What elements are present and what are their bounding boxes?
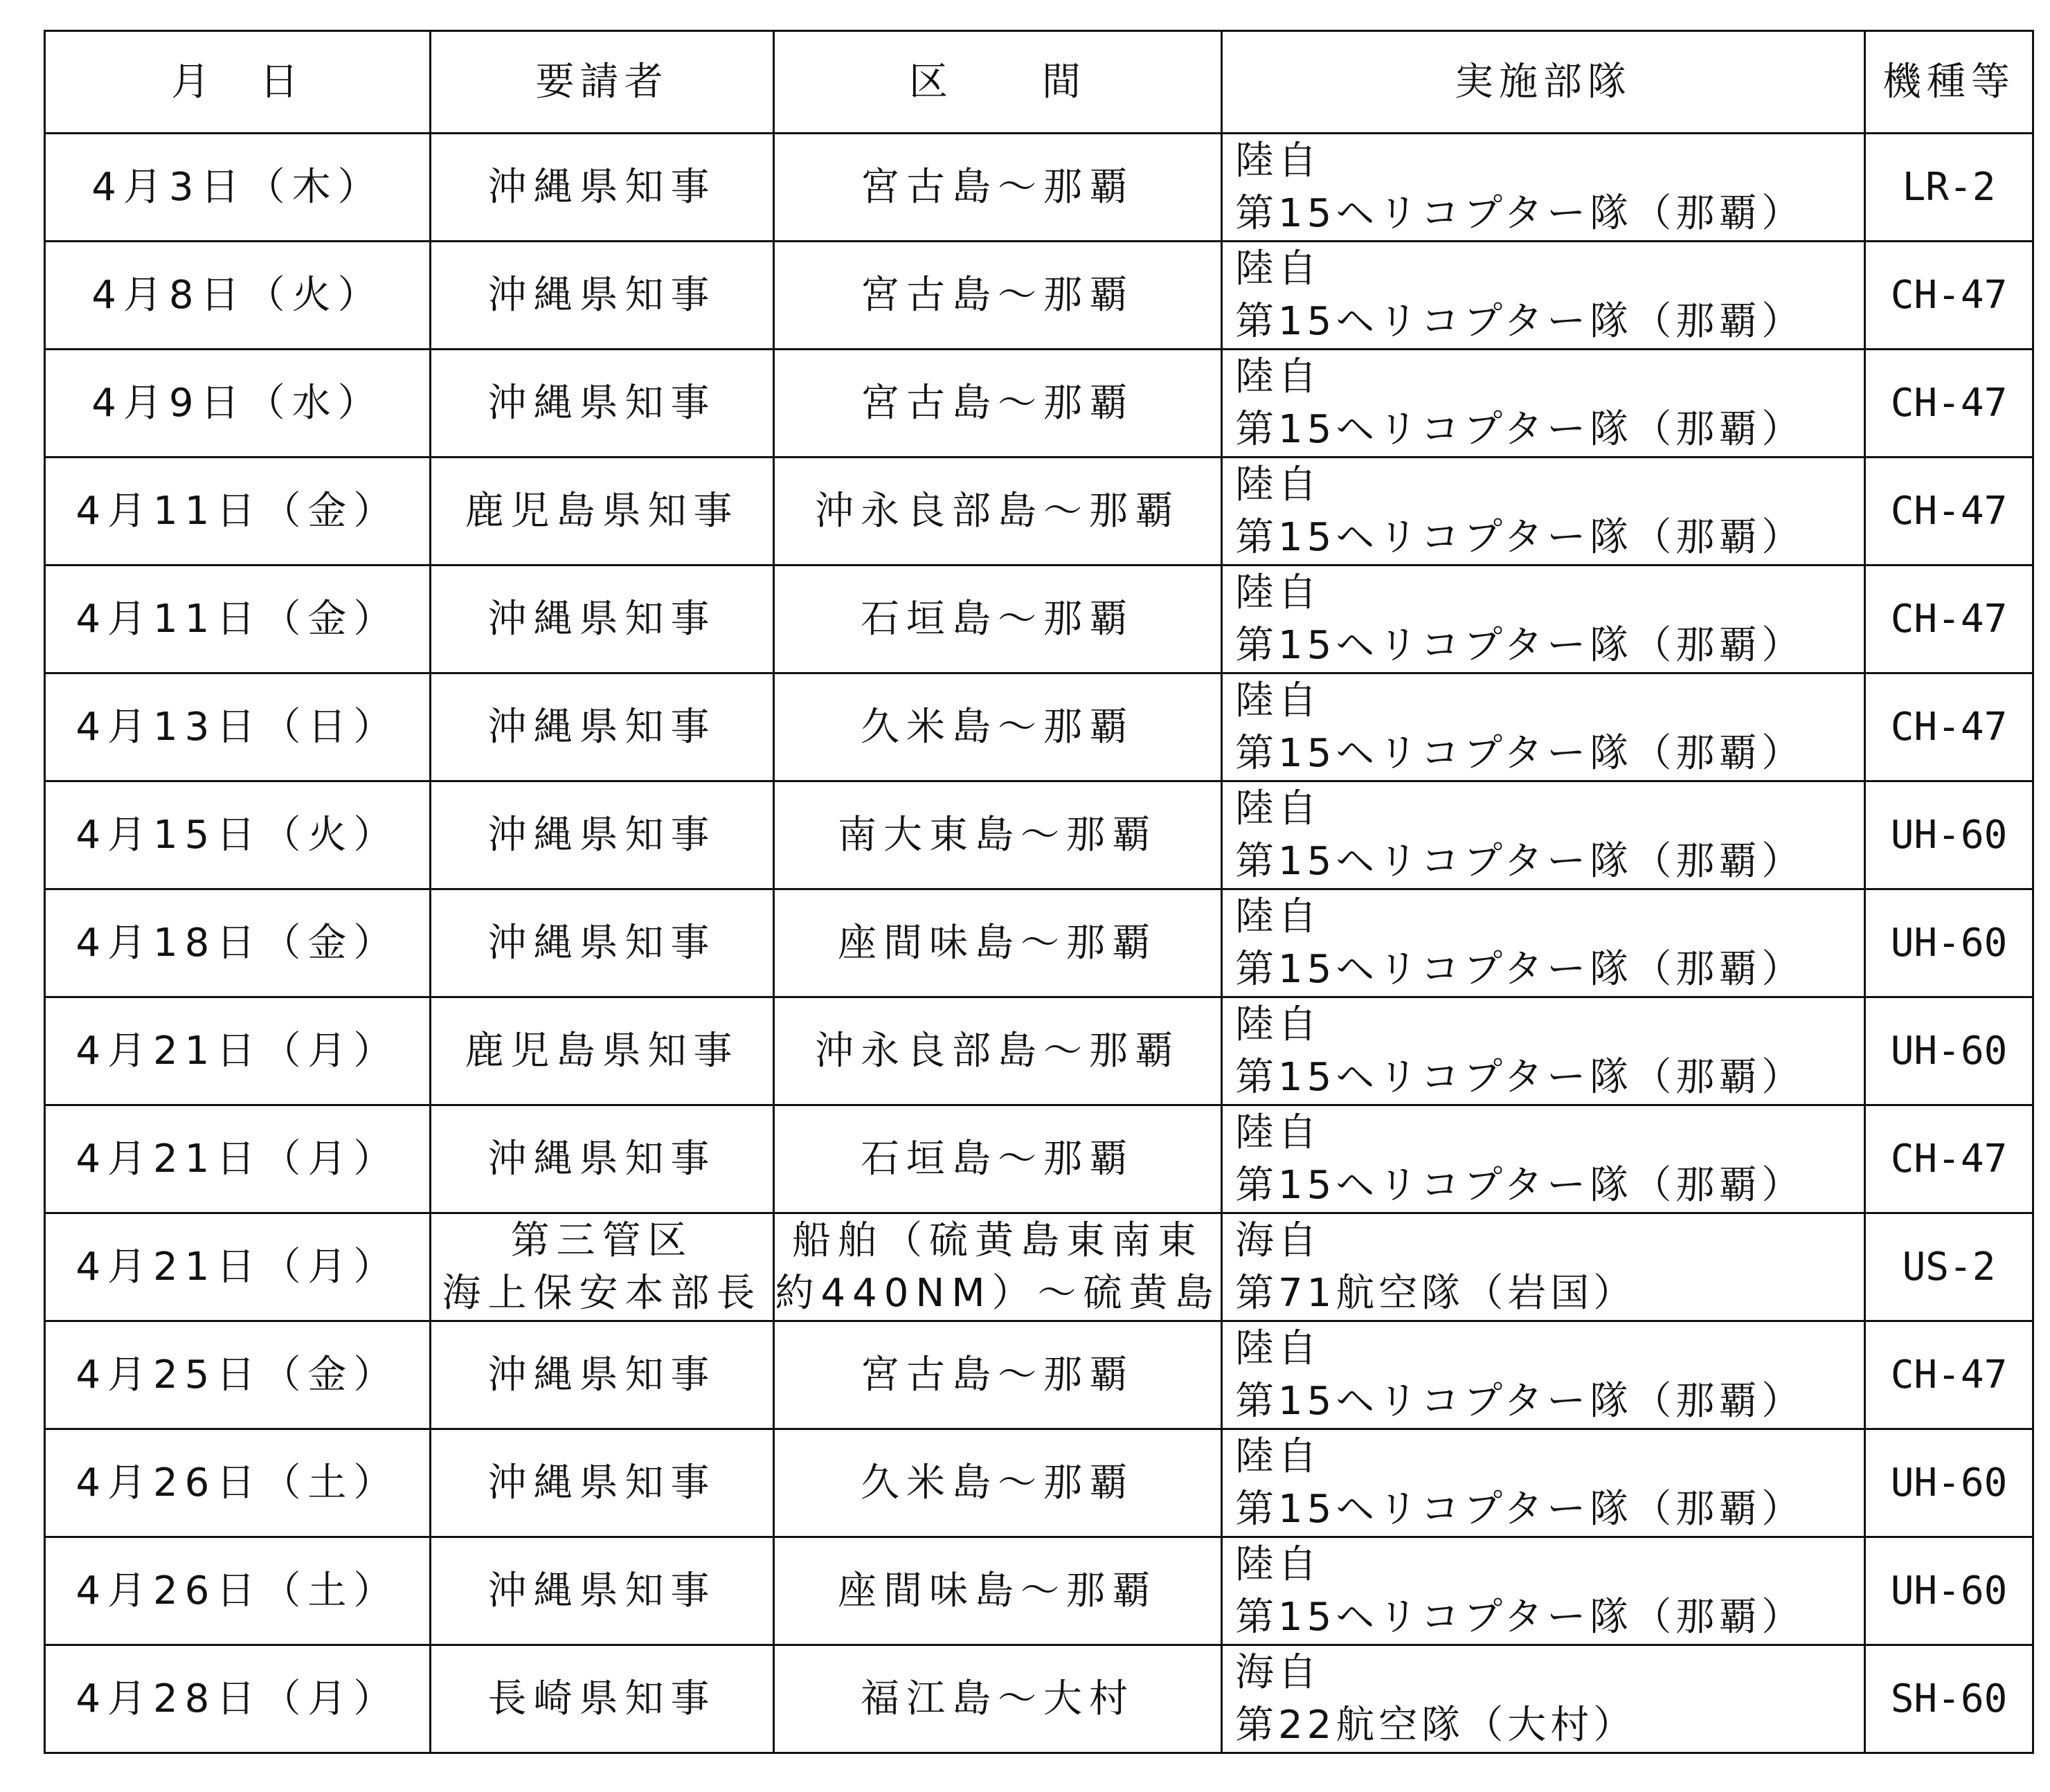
unit-name: 第22航空隊（大村） [1235,1702,1637,1748]
cell-date: 4月15日（火） [45,781,431,889]
cell-section [774,350,1222,458]
section-line: 南大東島～那覇 [838,812,1158,858]
cell-aircraft: UH-60 [1865,1537,2033,1645]
unit-branch: 陸自 [1235,1433,1321,1479]
unit-branch: 陸自 [1235,894,1321,939]
cell-requester [431,242,774,350]
cell-unit [1222,1537,1865,1645]
unit-branch: 陸自 [1235,678,1321,723]
unit-name: 第71航空隊（岩国） [1235,1270,1637,1316]
cell-section [774,1429,1222,1537]
section-line: 座間味島～那覇 [838,920,1158,966]
table-row [45,134,2033,242]
unit-branch: 海自 [1235,1649,1321,1695]
cell-date: 4月21日（月） [45,1105,431,1213]
table-row [45,1213,2033,1321]
cell-aircraft: CH-47 [1865,350,2033,458]
cell-aircraft: CH-47 [1865,458,2033,565]
requester-line: 沖縄県知事 [487,704,717,750]
table-row [45,1537,2033,1645]
table-row [45,565,2033,673]
section-line: 船舶（硫黄島東南東 [792,1218,1203,1263]
cell-unit [1222,134,1865,242]
cell-aircraft: CH-47 [1865,1321,2033,1429]
section-line: 久米島～那覇 [861,1460,1135,1505]
cell-unit [1222,242,1865,350]
table-row [45,781,2033,889]
section-line: 久米島～那覇 [861,704,1135,750]
table-row [45,997,2033,1105]
cell-aircraft: UH-60 [1865,1429,2033,1537]
cell-aircraft: CH-47 [1865,242,2033,350]
cell-unit [1222,1645,1865,1753]
cell-date: 4月11日（金） [45,565,431,673]
cell-requester [431,134,774,242]
unit-branch: 陸自 [1235,354,1321,399]
table-row [45,1645,2033,1753]
cell-requester [431,1321,774,1429]
cell-unit [1222,1429,1865,1537]
unit-branch: 陸自 [1235,462,1321,507]
cell-requester [431,781,774,889]
table-row [45,1321,2033,1429]
requester-line: 沖縄県知事 [487,920,717,966]
section-line: 福江島～大村 [861,1676,1135,1721]
cell-date: 4月28日（月） [45,1645,431,1753]
requester-line: 鹿児島県知事 [465,1028,739,1074]
section-line: 座間味島～那覇 [838,1568,1158,1613]
section-line: 約440NM）～硫黄島 [775,1270,1221,1316]
table-row [45,889,2033,997]
cell-requester [431,1429,774,1537]
unit-name: 第15ヘリコプター隊（那覇） [1235,946,1805,992]
unit-branch: 陸自 [1235,246,1321,291]
cell-section [774,565,1222,673]
cell-requester [431,673,774,781]
cell-section [774,781,1222,889]
table-header-row [45,31,2033,134]
requester-line: 沖縄県知事 [487,380,717,426]
section-line: 宮古島～那覇 [861,1352,1135,1397]
cell-date: 4月25日（金） [45,1321,431,1429]
cell-requester [431,1213,774,1321]
requester-line: 長崎県知事 [487,1676,717,1721]
section-line: 宮古島～那覇 [861,164,1135,210]
section-line: 沖永良部島～那覇 [815,1028,1180,1074]
cell-section [774,1213,1222,1321]
cell-requester [431,565,774,673]
unit-branch: 陸自 [1235,1325,1321,1371]
requester-line: 沖縄県知事 [487,164,717,210]
unit-branch: 陸自 [1235,570,1321,615]
table-row [45,1429,2033,1537]
cell-section [774,889,1222,997]
cell-date: 4月13日（日） [45,673,431,781]
cell-unit [1222,350,1865,458]
cell-unit [1222,565,1865,673]
cell-aircraft: UH-60 [1865,997,2033,1105]
section-line: 石垣島～那覇 [861,1136,1135,1182]
table-row [45,350,2033,458]
cell-section [774,673,1222,781]
cell-requester [431,1645,774,1753]
header-section: 区 間 [774,31,1222,134]
header-aircraft: 機種等 [1865,31,2033,134]
cell-aircraft: US-2 [1865,1213,2033,1321]
cell-date: 4月3日（木） [45,134,431,242]
unit-branch: 陸自 [1235,786,1321,831]
cell-aircraft: SH-60 [1865,1645,2033,1753]
cell-aircraft: UH-60 [1865,781,2033,889]
requester-line: 沖縄県知事 [487,272,717,318]
unit-name: 第15ヘリコプター隊（那覇） [1235,1594,1805,1640]
cell-aircraft: CH-47 [1865,565,2033,673]
table-row [45,673,2033,781]
header-requester: 要請者 [431,31,774,134]
cell-requester [431,350,774,458]
unit-name: 第15ヘリコプター隊（那覇） [1235,406,1805,452]
unit-name: 第15ヘリコプター隊（那覇） [1235,1378,1805,1424]
cell-unit [1222,1105,1865,1213]
unit-name: 第15ヘリコプター隊（那覇） [1235,730,1805,776]
table-row [45,458,2033,565]
cell-unit [1222,1213,1865,1321]
table-body [45,134,2033,1753]
unit-branch: 陸自 [1235,138,1321,183]
cell-unit [1222,673,1865,781]
cell-requester [431,1537,774,1645]
cell-date: 4月18日（金） [45,889,431,997]
unit-name: 第15ヘリコプター隊（那覇） [1235,190,1805,236]
requester-line: 沖縄県知事 [487,1460,717,1505]
cell-section [774,1645,1222,1753]
requester-line: 鹿児島県知事 [465,488,739,534]
requester-line: 第三管区 [510,1218,694,1263]
requester-line: 沖縄県知事 [487,812,717,858]
cell-requester [431,997,774,1105]
cell-unit [1222,1321,1865,1429]
cell-section [774,1321,1222,1429]
unit-name: 第15ヘリコプター隊（那覇） [1235,1054,1805,1100]
unit-branch: 陸自 [1235,1110,1321,1155]
cell-date: 4月26日（土） [45,1537,431,1645]
section-line: 沖永良部島～那覇 [815,488,1180,534]
requester-line: 沖縄県知事 [487,1352,717,1397]
dispatch-table [44,30,2034,1754]
table-row [45,242,2033,350]
cell-unit [1222,889,1865,997]
table-row [45,1105,2033,1213]
requester-line: 海上保安本部長 [442,1270,762,1316]
requester-line: 沖縄県知事 [487,1568,717,1613]
unit-name: 第15ヘリコプター隊（那覇） [1235,514,1805,560]
unit-name: 第15ヘリコプター隊（那覇） [1235,838,1805,884]
requester-line: 沖縄県知事 [487,596,717,642]
section-line: 石垣島～那覇 [861,596,1135,642]
header-date: 月 日 [45,31,431,134]
cell-aircraft: UH-60 [1865,889,2033,997]
cell-section [774,458,1222,565]
cell-section [774,1537,1222,1645]
unit-name: 第15ヘリコプター隊（那覇） [1235,1162,1805,1208]
cell-section [774,242,1222,350]
cell-unit [1222,781,1865,889]
cell-unit [1222,458,1865,565]
cell-date: 4月21日（月） [45,1213,431,1321]
cell-unit [1222,997,1865,1105]
cell-date: 4月8日（火） [45,242,431,350]
cell-requester [431,889,774,997]
unit-branch: 陸自 [1235,1541,1321,1587]
header-unit: 実施部隊 [1222,31,1865,134]
cell-aircraft: CH-47 [1865,673,2033,781]
section-line: 宮古島～那覇 [861,380,1135,426]
section-line: 宮古島～那覇 [861,272,1135,318]
unit-branch: 海自 [1235,1218,1321,1263]
unit-name: 第15ヘリコプター隊（那覇） [1235,298,1805,344]
unit-name: 第15ヘリコプター隊（那覇） [1235,1486,1805,1532]
cell-aircraft: LR-2 [1865,134,2033,242]
requester-line: 沖縄県知事 [487,1136,717,1182]
cell-section [774,997,1222,1105]
cell-date: 4月11日（金） [45,458,431,565]
cell-requester [431,1105,774,1213]
cell-requester [431,458,774,565]
unit-branch: 陸自 [1235,1002,1321,1047]
cell-section [774,134,1222,242]
cell-date: 4月26日（土） [45,1429,431,1537]
cell-aircraft: CH-47 [1865,1105,2033,1213]
unit-name: 第15ヘリコプター隊（那覇） [1235,622,1805,668]
cell-section [774,1105,1222,1213]
cell-date: 4月21日（月） [45,997,431,1105]
cell-date: 4月9日（水） [45,350,431,458]
